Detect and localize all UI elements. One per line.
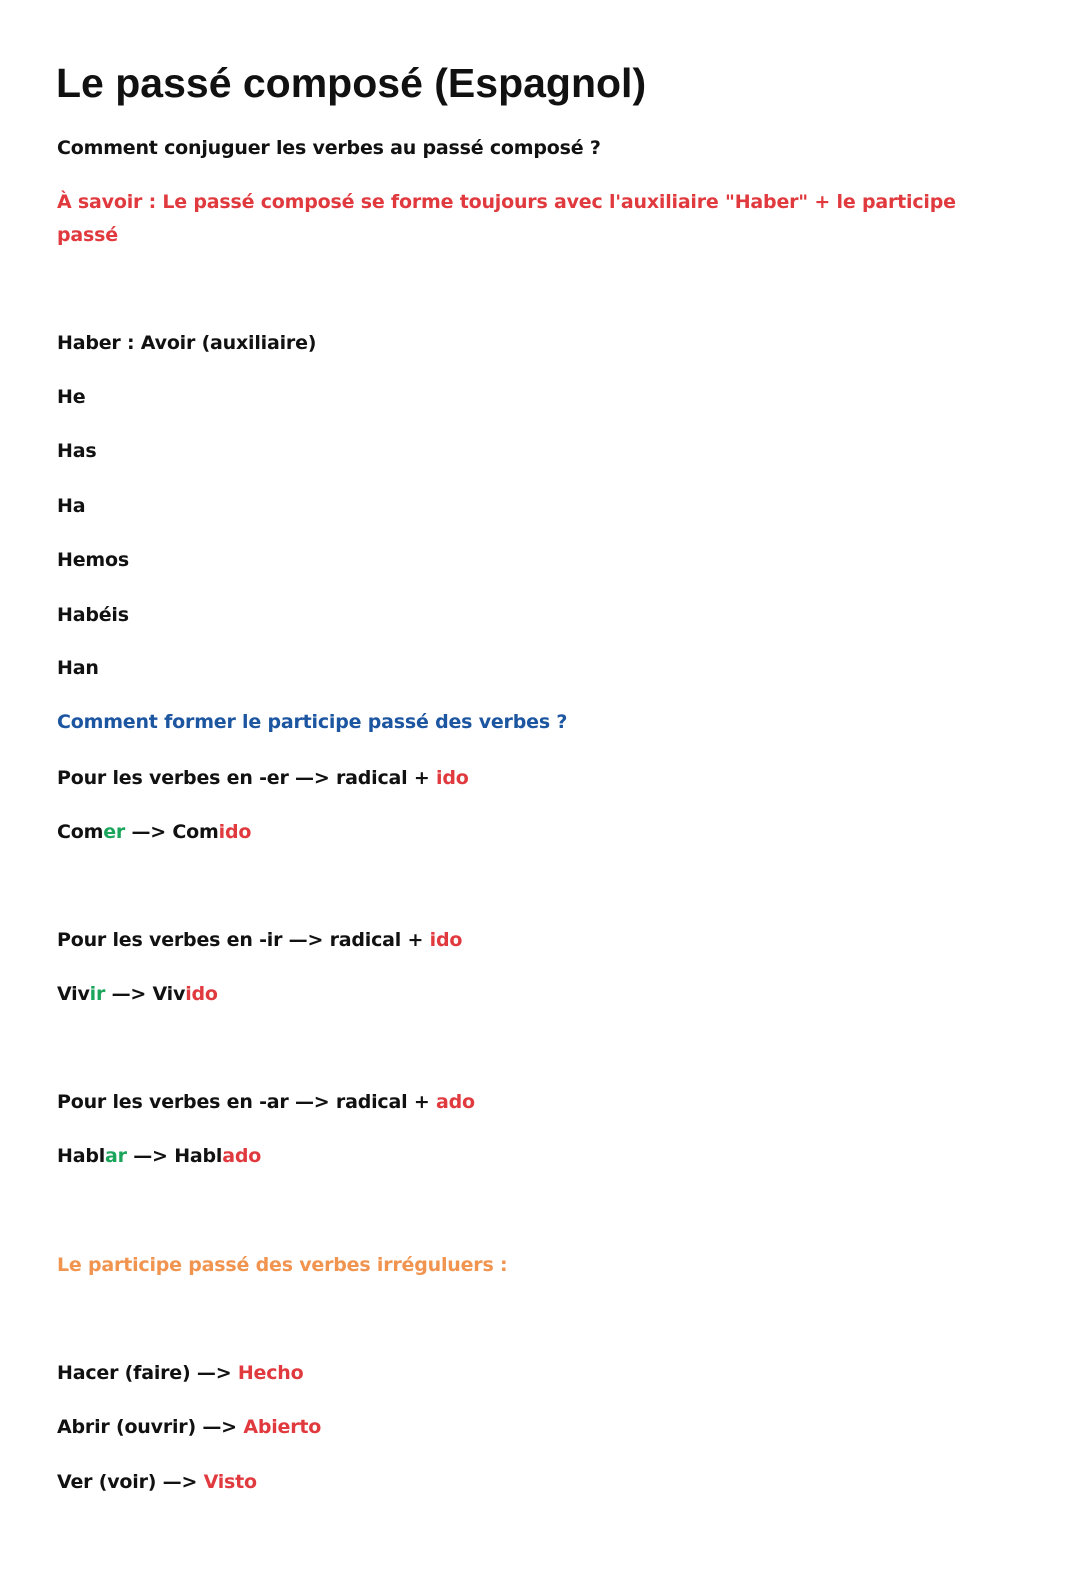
example-ar-part-stem: Habl <box>174 1145 223 1167</box>
irregular-heading: Le participe passé des verbes irréguluers : <box>57 1254 508 1276</box>
example-ir-stem: Viv <box>57 983 90 1005</box>
irregular-hacer <box>57 1361 303 1385</box>
example-ir-part-ending: ido <box>185 983 218 1005</box>
example-er-part-stem: Com <box>172 821 219 843</box>
subtitle: Comment conjuguer les verbes au passé composé ? <box>57 137 601 159</box>
note-text: À savoir : Le passé composé se forme toujours avec l'auxiliaire "Haber" + le participe passé <box>57 191 956 246</box>
example-er-part-ending: ido <box>218 821 252 843</box>
haber-form-han: Han <box>57 657 99 679</box>
haber-form-habeis: Habéis <box>57 604 129 626</box>
rule-ar-ending: ado <box>435 1091 475 1113</box>
irregular-ver-participle: Visto <box>203 1471 257 1493</box>
example-ar-inf-ending: ar <box>105 1145 127 1167</box>
irregular-ver <box>57 1470 257 1494</box>
haber-form-he: He <box>57 386 86 408</box>
haber-heading: Haber : Avoir (auxiliaire) <box>57 332 317 354</box>
irregular-hacer-participle: Hecho <box>237 1362 304 1384</box>
irregular-abrir-verb: Abrir (ouvrir) —> <box>57 1416 244 1438</box>
rule-er-text: Pour les verbes en -er —> radical + <box>57 767 437 789</box>
example-ir-inf-ending: ir <box>89 983 106 1005</box>
haber-form-hemos: Hemos <box>57 549 129 571</box>
participle-heading: Comment former le participe passé des verbes ? <box>57 711 568 733</box>
example-ir <box>57 982 218 1006</box>
rule-ar-text: Pour les verbes en -ar —> radical + <box>57 1091 436 1113</box>
example-ar-arrow: —> <box>126 1145 175 1167</box>
rule-er-ending: ido <box>436 767 469 789</box>
rule-ir-text: Pour les verbes en -ir —> radical + <box>57 929 430 951</box>
example-er-stem: Com <box>57 821 104 843</box>
example-er-arrow: —> <box>125 821 173 843</box>
example-er-inf-ending: er <box>103 821 126 843</box>
example-ar <box>57 1144 261 1168</box>
rule-ir <box>57 928 462 952</box>
page-title: Le passé composé (Espagnol) <box>56 60 647 106</box>
rule-ar <box>57 1090 475 1114</box>
irregular-abrir-participle: Abierto <box>243 1416 322 1438</box>
example-ar-part-ending: ado <box>222 1145 262 1167</box>
haber-form-has: Has <box>57 440 97 462</box>
example-ir-part-stem: Viv <box>152 983 186 1005</box>
example-er <box>57 820 251 844</box>
example-ir-arrow: —> <box>105 983 153 1005</box>
rule-er <box>57 766 469 790</box>
example-ar-stem: Habl <box>57 1145 106 1167</box>
irregular-hacer-verb: Hacer (faire) —> <box>57 1362 238 1384</box>
haber-form-ha: Ha <box>57 495 86 517</box>
irregular-abrir <box>57 1415 321 1439</box>
irregular-ver-verb: Ver (voir) —> <box>57 1471 204 1493</box>
rule-ir-ending: ido <box>429 929 463 951</box>
